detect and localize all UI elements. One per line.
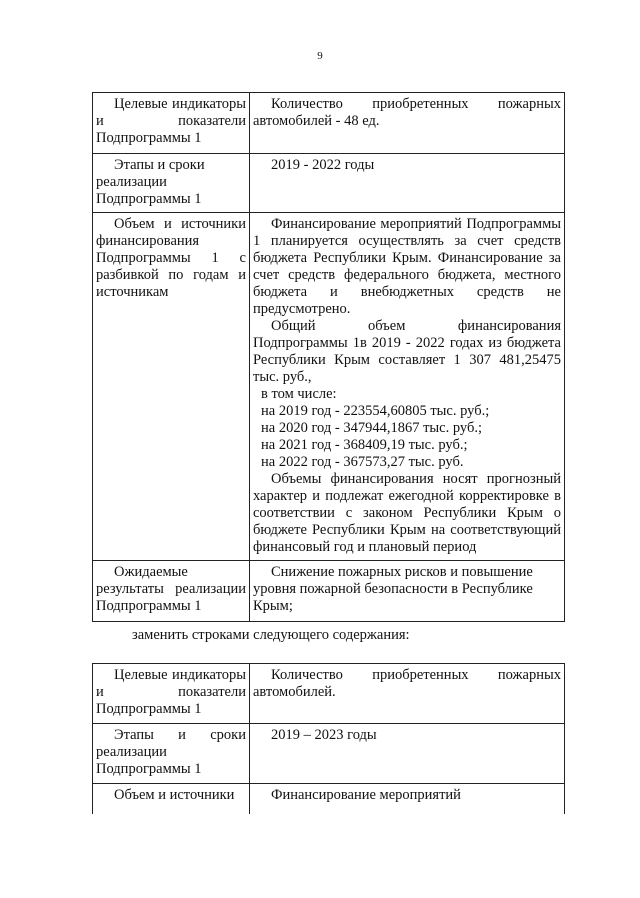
old-passport-table: [92, 92, 565, 622]
row-value: Количество приобретенных пожарных автомобилей.: [250, 664, 565, 724]
row-value: [250, 213, 565, 561]
year-line: на 2019 год - 223554,60805 тыс. руб.;: [261, 403, 490, 419]
table-row: [93, 664, 565, 724]
table-row: [93, 213, 565, 561]
financing-paragraph: Финансирование мероприятий Подпрограммы 1 планируется осуществлять за счет средств бюджета Республики Крым. Финансирование за счет средств федерального бюджета, местного бюджета и внебюджетных средств не предусмотрено.: [253, 216, 561, 317]
year-line: на 2020 год - 347944,1867 тыс. руб.;: [261, 420, 482, 436]
total-paragraph: Общий объем финансирования Подпрограммы 1в 2019 - 2022 годах из бюджета Республики Крым составляет 1 307 481,25475 тыс. руб.,: [253, 318, 561, 385]
row-label: Объем и источники: [93, 784, 250, 814]
row-label: Ожидаемые результаты реализации Подпрограммы 1: [93, 561, 250, 622]
row-label: Этапы и сроки реализации Подпрограммы 1: [93, 724, 250, 784]
row-label: Объем и источники финансирования Подпрограммы 1 с разбивкой по годам и источникам: [93, 213, 250, 561]
table-row: [93, 724, 565, 784]
row-value: Количество приобретенных пожарных автомобилей - 48 ед.: [250, 93, 565, 154]
page-number: 9: [317, 50, 323, 62]
row-value: Финансирование мероприятий: [250, 784, 565, 814]
table-row: [93, 93, 565, 154]
year-line: на 2021 год - 368409,19 тыс. руб.;: [261, 437, 468, 453]
table-row: [93, 561, 565, 622]
including-text: в том числе:: [261, 386, 337, 402]
year-line: на 2022 год - 367573,27 тыс. руб.: [261, 454, 464, 470]
new-passport-table: [92, 663, 565, 814]
replace-instruction: заменить строками следующего содержания:: [132, 627, 410, 643]
table-row: [93, 154, 565, 213]
row-value: 2019 - 2022 годы: [250, 154, 565, 213]
table-row: [93, 784, 565, 814]
row-value: Снижение пожарных рисков и повышение уровня пожарной безопасности в Республике Крым;: [250, 561, 565, 622]
forecast-paragraph: Объемы финансирования носят прогнозный характер и подлежат ежегодной корректировке в соответствии с законом Республики Крым о бюджете Республики Крым на соответствующий финансовый год и плановый период: [253, 471, 561, 555]
row-label: Этапы и сроки реализации Подпрограммы 1: [93, 154, 250, 213]
row-value: 2019 – 2023 годы: [250, 724, 565, 784]
row-label: Целевые индикаторы и показатели Подпрограммы 1: [93, 93, 250, 154]
row-label: Целевые индикаторы и показатели Подпрограммы 1: [93, 664, 250, 724]
